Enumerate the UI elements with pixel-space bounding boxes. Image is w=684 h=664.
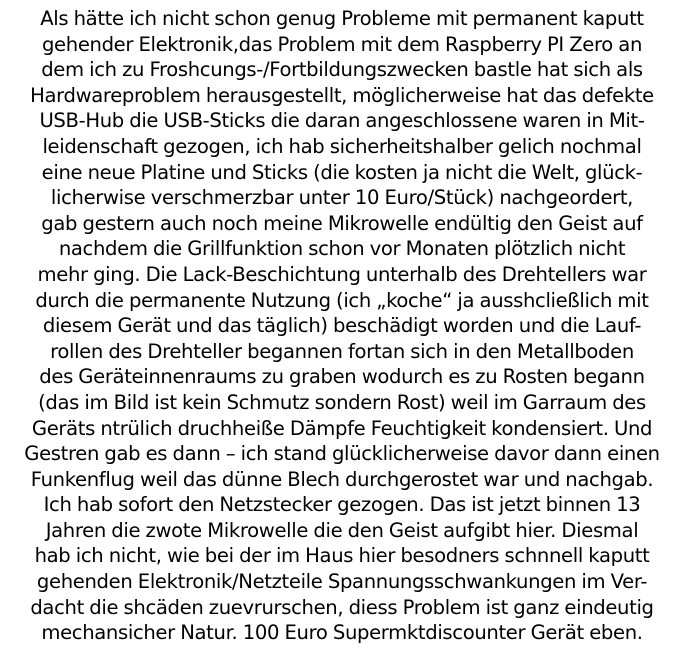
text-line: Jahren die zwote Mikrowelle die den Geist aufgibt hier. Diesmal <box>45 518 639 542</box>
text-line: Funkenflug weil das dünne Blech durchgerostet war und nachgab. <box>30 467 654 491</box>
text-line: des Geräteinnenraums zu graben wodurch es zu Rosten begann <box>39 365 645 389</box>
text-line: dacht die shcäden zuevrurschen, diess Problem ist ganz eindeutig <box>30 595 654 619</box>
text-line: durch die permanente Nutzung (ich „koche“ ja ausshcließlich mit <box>35 288 649 312</box>
text-line: diesem Gerät und das täglich) beschädigt worden und die Lauf- <box>42 314 642 338</box>
text-line: gehenden Elektronik/Netzteile Spannungsschwankungen im Ver- <box>36 570 648 594</box>
text-line: Geräts ntrülich druchheiße Dämpfe Feuchtigkeit kondensiert. Und <box>31 416 653 440</box>
text-line: gab gestern auch noch meine Mikrowelle endültig den Geist auf <box>41 211 643 235</box>
text-line: Hardwareproblem herausgestellt, möglicherweise hat das defekte <box>30 83 654 107</box>
text-line: hab ich nicht, wie bei der im Haus hier besodners schnnell kaputt <box>34 544 650 568</box>
text-line: dem ich zu Froshcungs-/Fortbildungszwecken bastle hat sich als <box>41 58 643 82</box>
text-line: USB-Hub die USB-Sticks die daran angeschlossene waren in Mit- <box>39 109 645 133</box>
text-line: licherwise verschmerzbar unter 10 Euro/Stück) nachgeordert, <box>50 186 634 210</box>
text-line: gehender Elektronik,das Problem mit dem Raspberry PI Zero an <box>41 32 643 56</box>
text-line: Gestren gab es dann – ich stand glücklicherweise davor dann einen <box>24 442 660 466</box>
text-block <box>8 6 676 646</box>
text-line: Als hätte ich nicht schon genug Probleme mit permanent kaputt <box>40 7 644 30</box>
text-line: Ich hab sofort den Netzstecker gezogen. Das ist jetzt binnen 13 <box>43 493 641 517</box>
text-line: mechansicher Natur. 100 Euro Supermktdiscounter Gerät eben. <box>41 621 643 645</box>
text-line: mehr ging. Die Lack-Beschichtung unterhalb des Drehtellers war <box>37 262 647 286</box>
text-line: (das im Bild ist kein Schmutz sondern Rost) weil im Garraum des <box>38 390 646 414</box>
text-line: nachdem die Grillfunktion schon vor Monaten plötzlich nicht <box>58 237 626 261</box>
text-line: leidenschaft gezogen, ich hab sicherheitshalber gelich nochmal <box>42 134 642 158</box>
text-line: eine neue Platine und Sticks (die kosten ja nicht die Welt, glück- <box>41 160 643 184</box>
text-line: rollen des Drehteller begannen fortan sich in den Metallboden <box>50 339 634 363</box>
